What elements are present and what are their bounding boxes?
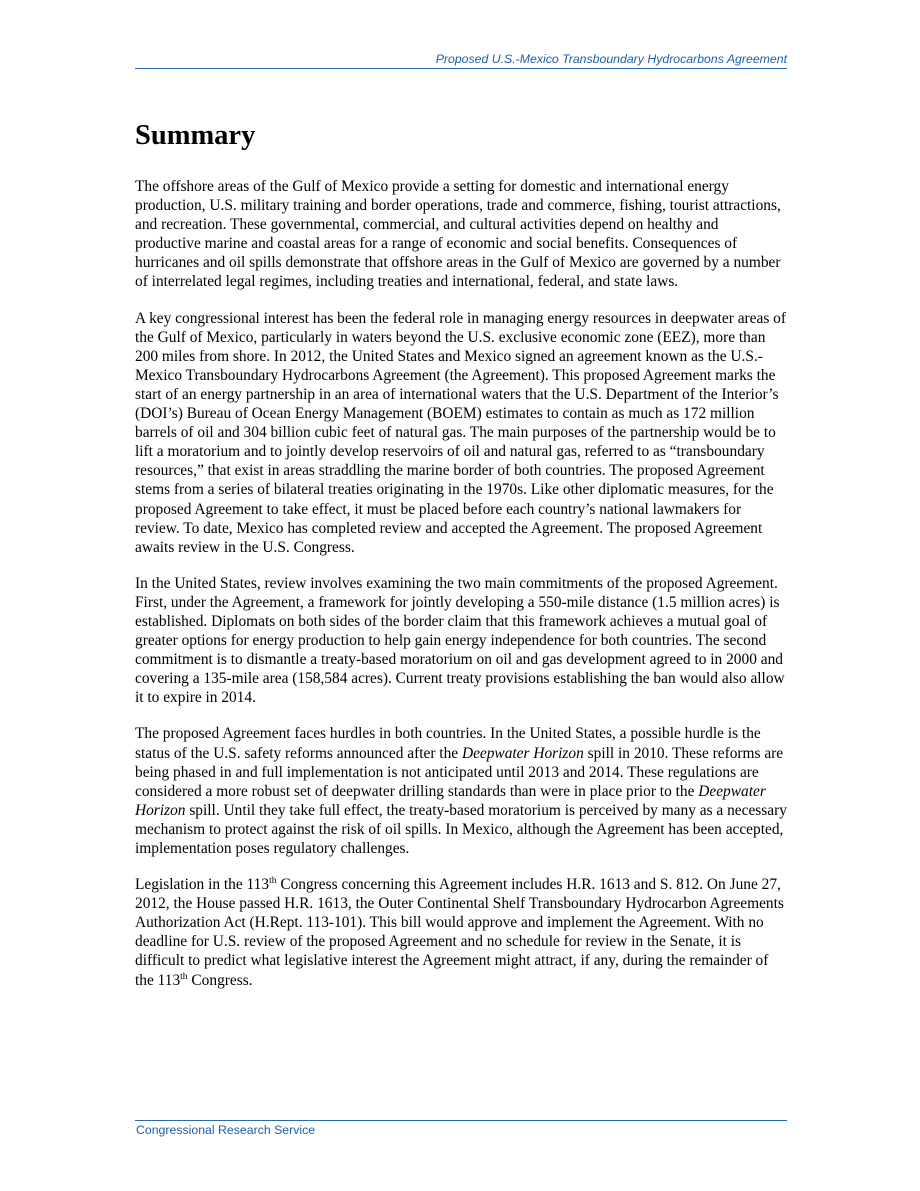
paragraph-3: In the United States, review involves examining the two main commitments of the proposed Agreement. First, under the Agreement, a framework for jointly developing a 550-mile distance (1.5 million acres) is established. Diplomats on both sides of the border claim that this framework achieves a mutual goal of greater options for energy production to help gain energy independence for both countries. The second commitment is to dismantle a treaty-based moratorium on oil and gas development agreed to in 2000 and covering a 135-mile area (158,584 acres). Current treaty provisions establishing the ban would also allow it to expire in 2014. xyxy=(135,574,785,707)
summary-body xyxy=(135,177,787,1007)
paragraph-4-part-e: spill. Until they take full effect, the treaty-based moratorium is perceived by many as a necessary mechanism to protect against the risk of oil spills. In Mexico, although the Agreement has been accepted, implementation poses regulatory challenges. xyxy=(135,801,787,857)
paragraph-1: The offshore areas of the Gulf of Mexico provide a setting for domestic and international energy production, U.S. military training and border operations, trade and commerce, fishing, tourist attractions, and recreation. These governmental, commercial, and cultural activities depend on healthy and productive marine and coastal areas for a range of economic and social benefits. Consequences of hurricanes and oil spills demonstrate that offshore areas in the Gulf of Mexico are governed by a number of interrelated legal regimes, including treaties and international, federal, and state laws. xyxy=(135,178,781,291)
footer-rule xyxy=(135,1120,787,1121)
paragraph-5-part-a: Legislation in the 113 xyxy=(135,876,270,894)
vessel-name-italic: Deepwater Horizon xyxy=(461,744,584,762)
ordinal-superscript: th xyxy=(180,971,188,982)
paragraph-5 xyxy=(135,875,787,990)
page-title: Summary xyxy=(135,120,256,151)
paragraph-4 xyxy=(135,724,787,858)
paragraph-4-part-a: The proposed Agreement faces hurdles in both countries. In the United States, a possible hurdle is the status of the U.S. safety reforms announced after the xyxy=(135,725,761,762)
paragraph-5-part-b: Congress concerning this Agreement includes H.R. 1613 and S. 812. On June 27, 2012, the House passed H.R. 1613, the Outer Continental Shelf Transboundary Hydrocarbon Agreements Authorization Act (H.Rept. 113-101). This bill would approve and implement the Agreement. With no deadline for U.S. review of the proposed Agreement and no schedule for review in the Senate, it is difficult to predict what legislative interest the Agreement might attract, if any, during the remainder of the 113 xyxy=(135,876,784,989)
running-header: Proposed U.S.-Mexico Transboundary Hydrocarbons Agreement xyxy=(435,52,787,66)
paragraph-4-part-c: spill in 2010. These reforms are being phased in and full implementation is not anticipated until 2013 and 2014. These regulations are considered a more robust set of deepwater drilling standards than were in place prior to the xyxy=(135,744,784,800)
ordinal-superscript: th xyxy=(269,876,277,887)
vessel-name-italic: Deepwater Horizon xyxy=(135,782,766,819)
paragraph-5-part-c: Congress. xyxy=(187,971,253,989)
header-rule xyxy=(135,68,787,69)
paragraph-2: A key congressional interest has been the federal role in managing energy resources in deepwater areas of the Gulf of Mexico, particularly in waters beyond the U.S. exclusive economic zone (EEZ), more than 200 miles from shore. In 2012, the United States and Mexico signed an agreement known as the U.S.-Mexico Transboundary Hydrocarbons Agreement (the Agreement). This proposed Agreement marks the start of an energy partnership in an area of international waters that the U.S. Department of the Interior’s (DOI’s) Bureau of Ocean Energy Management (BOEM) estimates to contain as much as 172 million barrels of oil and 304 billion cubic feet of natural gas. The main purposes of the partnership would be to lift a moratorium and to jointly develop reservoirs of oil and natural gas, referred to as “transboundary resources,” that exist in areas straddling the marine border of both countries. The proposed Agreement stems from a series of bilateral treaties originating in the 1970s. Like other diplomatic measures, for the proposed Agreement to take effect, it must be placed before each country’s national lawmakers for review. To date, Mexico has completed review and accepted the Agreement. The proposed Agreement awaits review in the U.S. Congress. xyxy=(135,309,786,556)
running-footer: Congressional Research Service xyxy=(136,1123,316,1137)
